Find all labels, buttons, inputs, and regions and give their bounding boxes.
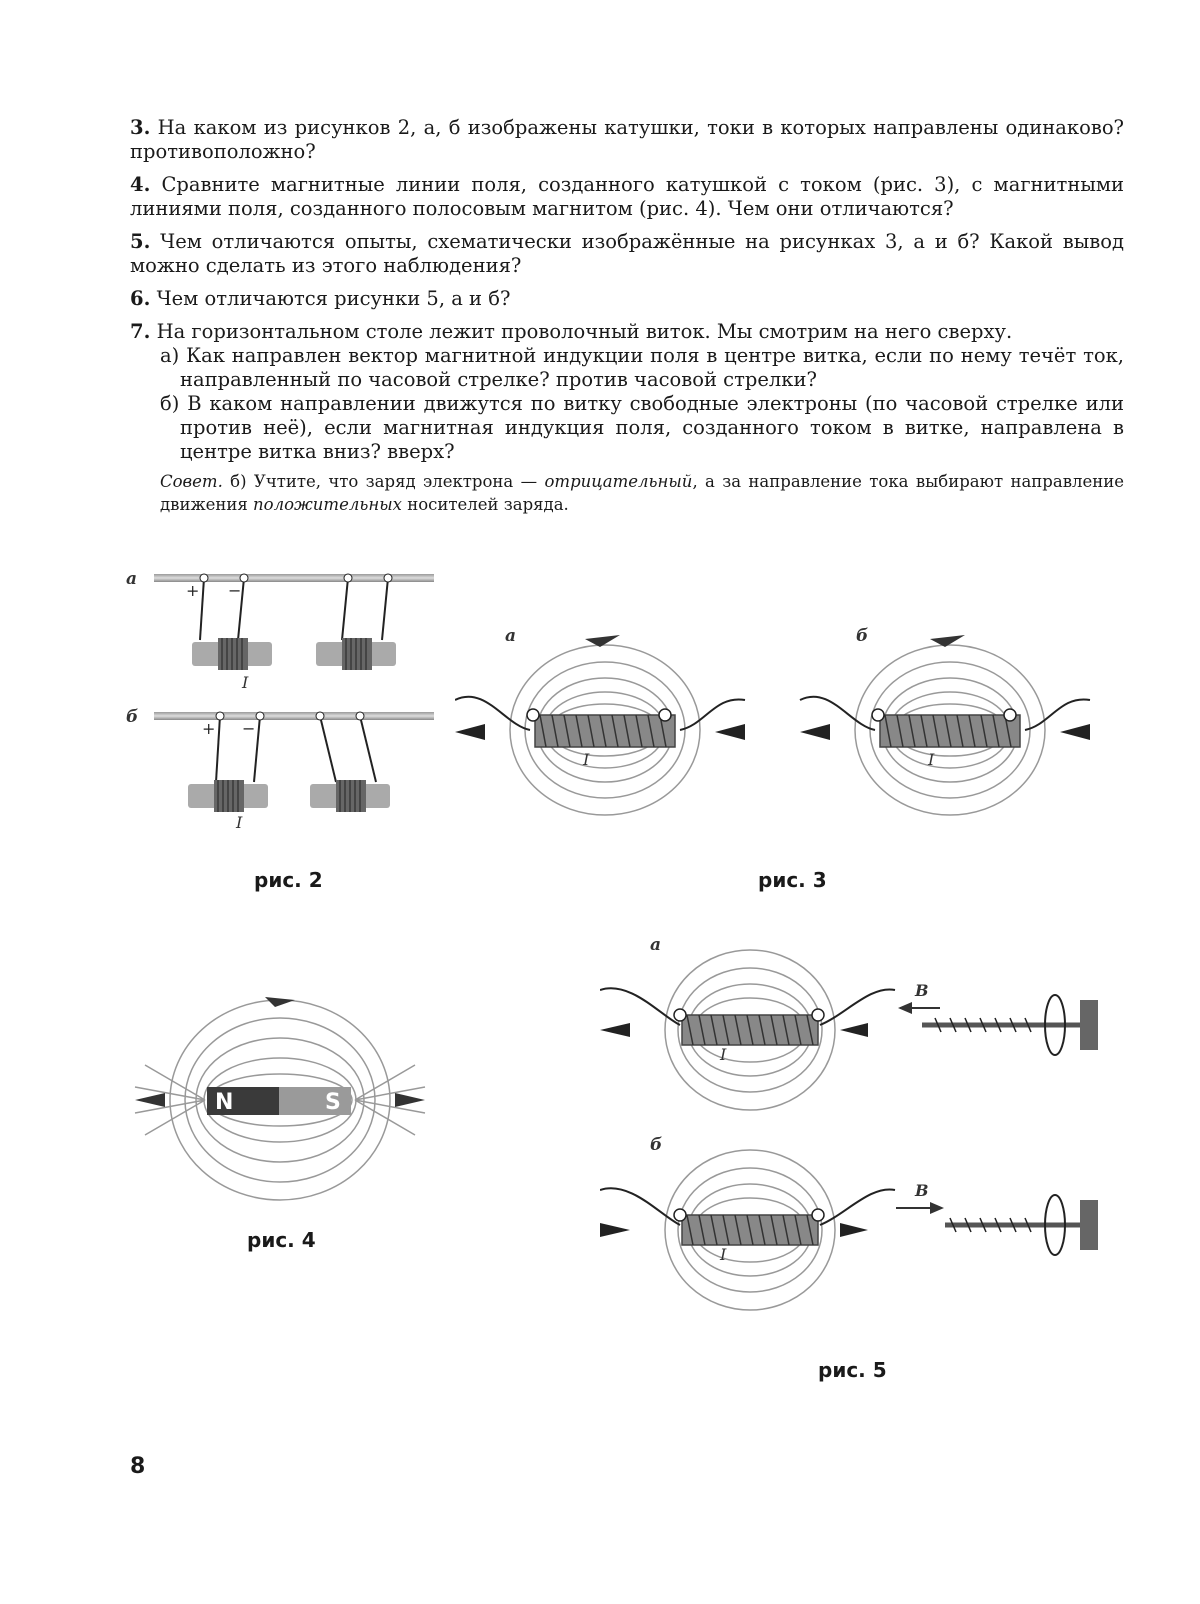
svg-text:а: а (650, 935, 662, 955)
figure-5a (600, 935, 1098, 1110)
figure-5 (600, 930, 1125, 1370)
svg-text:I: I (720, 1245, 727, 1264)
svg-text:I: I (583, 750, 590, 769)
svg-text:I: I (236, 813, 243, 832)
figure-2-caption: рис. 2 (254, 868, 323, 892)
svg-text:+: + (202, 719, 216, 738)
questions-block (130, 116, 1124, 516)
arrow-top (265, 997, 295, 1007)
figure-5-caption: рис. 5 (818, 1358, 887, 1382)
svg-text:а: а (505, 626, 517, 646)
arrow-right (395, 1093, 425, 1107)
svg-text:б: б (650, 1135, 663, 1155)
svg-text:I: I (928, 750, 935, 769)
svg-text:I: I (720, 1045, 727, 1064)
figure-5b (600, 1135, 1098, 1310)
south-label: S (325, 1090, 341, 1115)
figure-2 (120, 560, 450, 850)
question-6: 6. Чем отличаются рисунки 5, а и б? (130, 287, 511, 310)
coil-left-top (186, 574, 272, 692)
question-3: 3. На каком из рисунков 2, а, б изображены катушки, токи в которых направлены одинаково? противоположно? (130, 116, 1125, 163)
svg-text:+: + (186, 581, 200, 600)
svg-text:B: B (915, 1181, 929, 1200)
figure-4 (125, 995, 435, 1215)
svg-text:I: I (242, 673, 249, 692)
question-4: 4. Сравните магнитные линии поля, созданного катушкой с током (рис. 3), с магнитными линиями поля, созданного полосовым магнитом (рис. 4). Чем они отличаются? (130, 173, 1125, 220)
svg-text:−: − (242, 719, 256, 738)
rail-bottom (154, 712, 434, 720)
question-7: 7. На горизонтальном столе лежит проволочный виток. Мы смотрим на него сверху. (130, 320, 1013, 343)
page-number: 8 (130, 1454, 146, 1479)
coil-right-top (316, 574, 396, 670)
coil-left-bottom (188, 712, 268, 832)
question-5: 5. Чем отличаются опыты, схематически изображённые на рисунках 3, а и б? Какой вывод можно сделать из этого наблюдения? (130, 230, 1125, 277)
figure-4-caption: рис. 4 (247, 1228, 316, 1252)
figure-3a (455, 626, 745, 815)
figure-3-caption: рис. 3 (758, 868, 827, 892)
tip-note: Совет. б) Учтите, что заряд электрона — отрицательный, а за направление тока выбирают направление движения положительных носителей заряда. (160, 472, 1124, 514)
svg-text:б: б (856, 626, 869, 646)
svg-text:B: B (915, 981, 929, 1000)
svg-text:−: − (228, 581, 242, 600)
north-label: N (215, 1090, 234, 1115)
question-7a: а) Как направлен вектор магнитной индукции поля в центре витка, если по нему течёт ток, направленный по часовой стрелке? против часовой стрелки? (160, 344, 1124, 391)
figure-3 (455, 615, 1125, 855)
figure-2-label-b: б (126, 707, 139, 727)
coil-right-bottom (310, 712, 390, 812)
figure-3b (800, 626, 1090, 815)
question-7b: б) В каком направлении движутся по витку свободные электроны (по часовой стрелке или против неё), если магнитная индукция поля, созданного током в витке, направлена в центре витка вниз? вверх? (160, 392, 1125, 463)
arrow-left (135, 1093, 165, 1107)
figure-2-label-a: а (126, 569, 138, 589)
